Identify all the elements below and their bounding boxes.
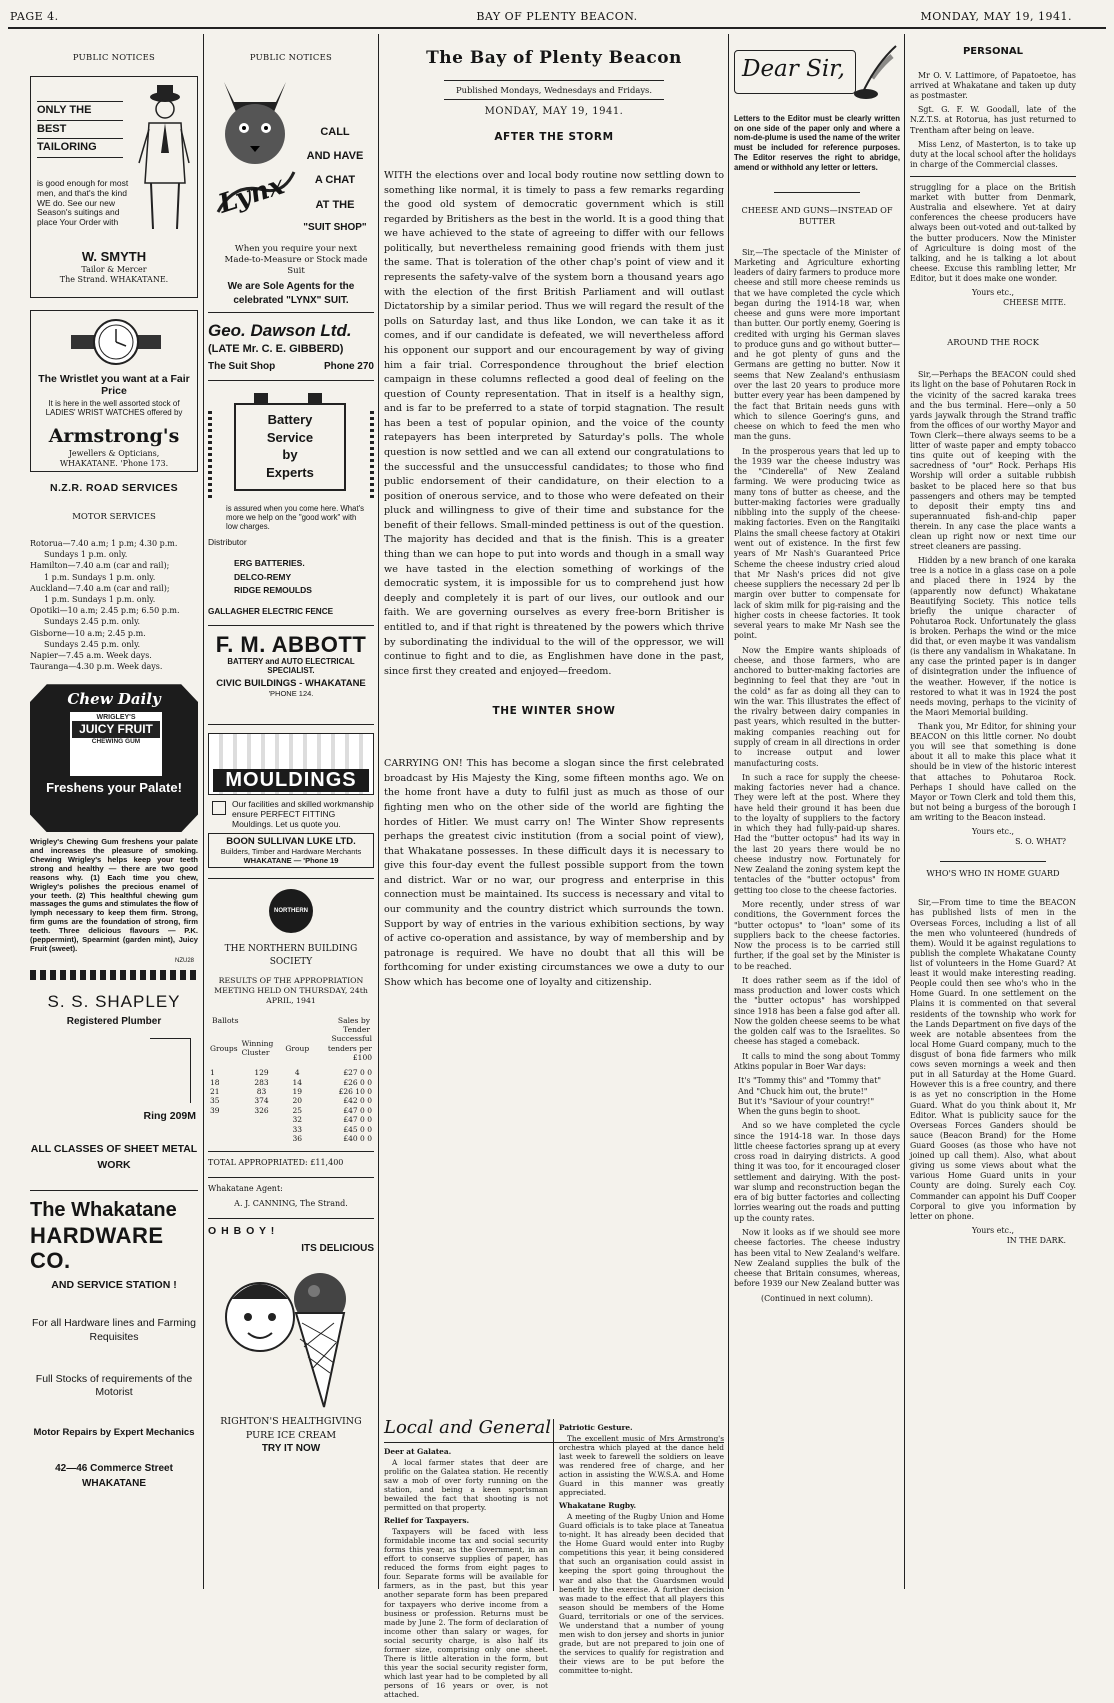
column-divider [203,34,204,1589]
table-cell: 374 [254,1096,269,1106]
paragraph: In such a race for supply the cheese-making factories never had a chance. They were left at the post. Where they have held their ground it has been due to the loyalty of suppliers to the factory in which they had fully-paid-up shares. Had the "butter octopus" had its way in the last 20 years there would be no cheese industry now. Fortunately for New Zealand the zoning system kept the tentacles of the "butter octopus" from getting too close to the cheese factories. [734,772,900,895]
battery-products [234,557,312,598]
paragraph: Sir,—From time to time the BEACON has published lists of men in the Overseas Forces, including a list of all the men who volunteered (hundreds of them). Would it be against regulations to publish the complete Whakatane County list of volunteers in the Home Guard? At least it would make interesting reading. People could then see who's who in the Home Guard. In one settlement on the Plains it is commented on that several residents of the township who work for the Lands Department on five days of the week are notable absentees from the local Home Guard company, much to the disgust of bona fide farmers who milk cows seven mornings a week and then put in all Saturday at the Home Guard. However this is a free country, and there is as yet no conscription in the Home Guard. What do you think about it, Mr Editor. What is publicity sauce for the Overseas Forces Ganders should be sauce (Beacon Brand) for the Home Guard Gooses (as those who have not joined up call them). Also, what about giving us some views about what the various Home Guard units in your County are doing. Surely each Coy. Commander can appoint his Duff Cooper Corporal to give you information by letter on phone. [910,898,1076,1221]
paragraph: Now it looks as if we should see more cheese factories. The cheese industry has been vital to New Zealand's welfare. New Zealand supplies the bulk of the cheese that Britain consumes, whereas, before 1939 our New Zealand butter was [734,1227,900,1289]
armstrong-watches-ad [30,310,198,472]
table-cell [208,1125,240,1134]
battery-edge-pattern [208,411,212,499]
armstrong-headline: The Wristlet you want at a Fair Price [38,373,190,398]
table-cell: 283 [254,1077,269,1087]
issue-date: MONDAY, MAY 19, 1941. [920,10,1072,23]
table-cell: 129 [254,1068,269,1078]
letters-notice: Letters to the Editor must be clearly written on one side of the paper only and where a nom-de-plume is used the name of the writer must be included for reference purposes. The Editor reserves the right to abridge, amend or withhold any letter or letters. [734,114,900,172]
abbott-name: F. M. ABBOTT [215,632,367,657]
abbott-phone: 'PHONE 124. [268,688,314,698]
smyth-body: is good enough for most men, and that's the kind WE do. See our new Season's suitings and place Your Order with [37,178,129,228]
ads-column-second [208,52,374,1592]
article-body: WITH the elections over and local body routine now settling down to something like normal, it is timely to pass a few remarks regarding the good old system of democratic government which is still regarded by Britishers as the best in the world. It is a good thing that we have achieved to the state of agreeing to differ with our fellows politically, but nevertheless remaining good friends with them just the same. That is toleration of the other chap's point of view and it represents the safety-valve of the system born a thousand years ago with the election of the first British Parliament and will outlast Dictatorship by a similar period. Thus we will regard the result of the polls on Saturday last, and thus like London, we can take it as it comes, and if our candidate is defeated, we will nevertheless afford his opponent our support and our encouragement by way of giving him a fair trial. Correspondence throughout the brief election campaign in these columns reflected a good deal of feeling on the question of County representation. That in itself is a healthy sign, and is far to be preferred to a state of torpid stagnation. The result has been a test of popular opinion, and the voice of the county ratepayers has been interpreted by Saturday's polls. The whole question is now settled and we can all extend our congratulations to the successful and the unsuccessful candidates; to those who find public endorsement of their candidature, on their election to a position of onerous service, and to those who were defeated on their pluck and willingness to give of their time and substance for the benefit of their fellows. Small-minded pettiness is out of the question. The majority has decided and that is the finish. This is a greater thing than we can hope to put into words and though in a small way we have tasted in the election something of workings of the democratic system, it is impossible for us to comprehend just how deeply and completely it is part of our lives, our outlook and our faith. We are governing ourselves as every free-born Britisher is entitled to, and if that right is threatened by the powers which thrive by subordinating the individual to the will of the oppressor, we will continue to fight and to die, as Englishmen have done in the past, since first they created and enjoyed—freedom. [384,170,724,677]
table-cell: 83 [256,1087,267,1096]
smyth-address: The Strand. WHAKATANE. [59,275,169,284]
column-divider [378,34,379,1589]
ballots-label: Ballots [212,1016,239,1026]
battery-service-ad [208,380,374,619]
signoff: Yours etc., [972,288,1014,298]
nzr-line: Tauranga—4.30 p.m. Week days. [30,662,163,672]
column-divider [904,34,905,1589]
nzr-line: Sundays 1 p.m. only. [44,550,128,560]
table-cell: 35 [210,1096,220,1106]
item-body: Taxpayers will be faced with less formidable income tax and social security forms this year, as the Government, in an effort to conserve supplies of paper, has reduced the forms from eight pages to four. Separate forms will be available for farmers, as in the past, but this year another separate form has been prepared for taxpayers who derive income from a business or profession. Returns must be made by June 2. The form of declaration of income other than salary or wages, for social security charge, is also half its former size, comprising only one sheet. There is little alteration in the form, but this year the social security register form, which last year had to be completed by all persons of 16 years or over, is not attached. [384,1527,548,1699]
table-cell: 326 [254,1105,269,1115]
boon-sullivan-box [208,833,374,868]
zigzag-border [30,970,198,980]
northern-col-heads [208,1016,374,1034]
nzr-title: N.Z.R. ROAD SERVICES [50,482,178,494]
smyth-subtitle: Tailor & Mercer [81,265,147,274]
quill-inkwell-icon [852,44,898,100]
wrigleys-code: NZU28 [174,958,194,965]
signature: S. O. WHAT? [1015,837,1066,847]
gum-product: JUICY FRUIT [72,721,160,738]
continued-note: (Continued in next column). [761,1293,873,1303]
item-title: Whakatane Rugby. [559,1501,637,1511]
dawson-name: Geo. Dawson Ltd. [208,321,352,340]
dawson-shop-row [208,361,374,372]
battery-body: is assured when you come here. What's more we help on the "good work" with low charges. [226,504,364,531]
lynx-logo: Lynx [215,170,288,220]
personal-heading: PERSONAL [962,46,1024,57]
article-title-after-the-storm: AFTER THE STORM [494,131,614,143]
paragraph: More recently, under stress of war conditions, the Government forces the "butter octopus" to "loan" some of its suppliers back to the cheese factories. Now the process is to be carried still further, if the goal set by the Minister is to be reached. [734,900,900,971]
abbott-ad [208,625,374,698]
masthead-rule [8,27,1106,29]
article-after-the-storm [384,169,724,679]
paragraph: And so we have completed the cycle since the 1914-18 war. In those days little cheese factories sprang up at every cross road in dairying districts. A good thing it was too, for it encouraged closer settlement and dairying. With the post-war slump and reconstruction began the era of big butter factories and collecting lorries wearing out the roads and putting up the county rates. [734,1121,900,1223]
mouldings-body [208,799,374,830]
shapley-pipe-graphic [150,1038,191,1103]
table-cell: £45 0 0 [343,1124,372,1134]
paragraph: Thank you, Mr Editor, for shining your BEACON on this little corner. No doubt you will see that something is done about it all to make this place what it should be in view of the historic interest that attaches to Pohutaroa Rock. Perhaps I should have called on the Mayor or Town Clerk and told them this, but not being a burgess of the borough I am writing to the Beacon instead. [910,722,1076,822]
battery-line-4: Experts [266,464,314,480]
letter-title-home-guard: WHO'S WHO IN HOME GUARD [926,868,1060,879]
battery-line-2: Service [266,429,314,445]
song-line: When the guns begin to shoot. [738,1107,861,1117]
boon-address: WHAKATANE — 'Phone 19 [243,856,339,866]
battery-edge-pattern [370,411,374,499]
lynx-suit-ad [208,72,374,312]
table-header: Winning Cluster [241,1038,274,1058]
nzr-line: Auckland—7.40 a.m (car and rail); [30,583,170,593]
table-cell [208,1134,240,1143]
letter-around-the-rock [910,370,1076,847]
ice-cream-line-2: PURE ICE CREAM [245,1429,337,1441]
battery-line-3: by [282,447,298,463]
paper-title: BAY OF PLENTY BEACON. [476,10,638,23]
lynx-call-line: "SUIT SHOP" [303,221,367,233]
page-number: PAGE 4. [10,10,59,23]
table-cell: £26 10 0 [338,1087,372,1096]
wrigleys-gum-ad [30,684,198,982]
item-title: Relief for Taxpayers. [384,1516,470,1526]
battery-product: ERG BATTERIES. [234,558,305,568]
lynx-call-line: AT THE [315,198,355,211]
table-cell: 19 [292,1087,303,1096]
table-header: Group [285,1043,310,1053]
battery-product: RIDGE REMOULDS [234,585,312,596]
table-cell: 25 [292,1105,303,1115]
gum-brand: WRIGLEY'S [96,714,136,722]
rule [910,176,1076,177]
table-cell: 4 [294,1068,300,1078]
paragraph: It calls to mind the song about Tommy Atkins popular in Boer War days: [734,1051,900,1071]
table-row [208,1096,374,1105]
battery-line-1: Battery [267,412,313,427]
table-cell: 39 [210,1105,220,1115]
nzr-line: Rotorua—7.40 a.m; 1 p.m; 4.30 p.m. [30,539,178,548]
item-title: Patriotic Gesture. [559,1423,633,1432]
hardware-line-2: Full Stocks of requirements of the Motorist [35,1372,193,1399]
hardware-line-1: For all Hardware lines and Farming Requisites [32,1317,196,1344]
lynx-agents: We are Sole Agents for the celebrated "LYNX" SUIT. [227,281,355,306]
lynx-call-line: A CHAT [314,174,356,187]
nzr-line: Sundays 2.45 p.m. only. [44,617,141,627]
armstrong-name: Armstrong's [48,425,180,447]
northern-results: RESULTS OF THE APPROPRIATION MEETING HELD ON THURSDAY, 24th APRIL, 1941 [214,975,368,1005]
smyth-name: W. SMYTH [81,249,147,264]
editorial-date: MONDAY, MAY 19, 1941. [484,106,624,117]
table-cell: 20 [292,1096,303,1106]
mouldings-body-text: Our facilities and skilled workmanship ensure PERFECT FITTING Mouldings. Let us quote you. [232,798,374,830]
nzr-timetable [30,538,198,672]
dawson-phone: Phone 270 [323,361,374,372]
personal-item: Miss Lenz, of Masterton, is to take up duty at the local school after the holidays in charge of the Commercial classes. [910,139,1076,169]
signoff: Yours etc., [972,827,1014,837]
table-row [208,1068,374,1077]
northern-building-society [208,878,374,1208]
armstrong-subtitle: Jewellers & Opticians, [68,449,160,458]
song-line: But it's "Saviour of your country!" [738,1096,875,1106]
battery-graphic [234,403,346,491]
letter-home-guard [910,898,1076,1246]
table-cell: £26 0 0 [343,1077,372,1087]
battery-product: DELCO-REMY [234,571,292,582]
northern-agent-label: Whakatane Agent: [208,1177,374,1193]
nzr-line: Hamilton—7.40 a.m (car and rail); [30,561,170,571]
item-body: The excellent music of Mrs Armstrong's orchestra which played at the dance held last week to farewell the soldiers on leave was rendered free of charge, and her action in assisting the W.W.S.A. and Home Guard in this manner was greatly appreciated. [559,1434,724,1498]
table-cell: £27 0 0 [343,1068,372,1078]
paragraph: Sir,—Perhaps the BEACON could shed its light on the base of Pohutaren Rock in the vicinity of the sacred karaka trees and the bus terminal. Here—only a 50 yards jaywalk through the Strand traffic from the offices of our worthy Mayor and Town Clerk—there always seems to be a litter of waste paper and empty tobacco tins quite out of keeping with the sacredness of "our" Rock. Perhaps His Worship will order a suitable rubbish basket to be placed here so that bus passengers and others may be tempted to deposit their empty tins and superannuated fish-and-chip paper therein. In any case the place wants a clean up right now or next time our street cleaners are passing. [910,370,1076,552]
dawson-subtitle: (LATE Mr. C. E. GIBBERD) [208,343,344,355]
battery-terminal [254,393,268,403]
rule [940,861,1046,862]
dear-sir-script: Dear Sir, [742,56,845,82]
local-heading: Local and General [384,1417,552,1438]
signature: IN THE DARK. [1006,1235,1066,1245]
song-verse [738,1076,900,1117]
paragraph: Now the Empire wants shiploads of cheese, and those farmers, who are anchored to butter-making factories are beginning to feel that they are "out in the cold" as far as doing all they can to win the war. This illustrates the effect of the rivalry between dairy companies in past years, which resulted in the butter-making companies reaching out for supply of cream in all directions in order to increase output and lower manufacturing costs. [734,645,900,768]
rule [774,192,860,193]
dawson-ad [208,312,374,372]
table-cell: 33 [292,1124,303,1134]
public-notices-heading: PUBLIC NOTICES [72,52,156,62]
letter-title-cheese: CHEESE AND GUNS—INSTEAD OF BUTTER [741,205,893,227]
editorial-published: Published Mondays, Wednesdays and Fridays. [444,80,664,100]
gum-pack [70,712,162,776]
appropriation-table [208,1034,374,1143]
hardware-title-2: HARDWARE CO. [30,1222,164,1274]
nzr-line: Napier—7.45 a.m. Week days. [30,650,152,660]
nzr-line: Gisborne—10 a.m; 2.45 p.m. [30,628,146,638]
table-row [208,1078,374,1087]
dear-sir-banner [734,44,900,102]
nzr-line: Opotiki—10 a.m; 2.45 p.m; 6.50 p.m. [30,606,180,616]
shapley-plumber-ad [30,992,198,1180]
shapley-name: S. S. SHAPLEY [47,992,181,1012]
public-notices-heading: PUBLIC NOTICES [249,52,333,62]
table-row [208,1106,374,1115]
ice-cream-tagline: ITS DELICIOUS [301,1243,374,1255]
ice-cream-line-1: RIGHTON'S HEALTHGIVING [220,1416,362,1428]
tailor-figure-illustration [131,83,193,233]
northern-total: TOTAL APPROPRIATED: £11,400 [208,1151,374,1167]
hardware-title-1: The Whakatane [30,1199,177,1222]
abbott-line-2: CIVIC BUILDINGS - WHAKATANE [216,677,366,689]
table-cell: £47 0 0 [343,1115,372,1125]
signoff: Yours etc., [972,1225,1014,1235]
editorial-nameplate: The Bay of Plenty Beacon [426,48,682,68]
boon-name: BOON SULLIVAN LUKE LTD. [226,836,356,848]
northern-title: THE NORTHERN BUILDING SOCIETY [224,944,358,967]
table-cell: £40 0 0 [343,1133,372,1143]
table-cell: 14 [292,1077,303,1087]
personal-item: Mr O. V. Lattimore, of Papatoetoe, has arrived at Whakatane and taken up duty as postmaster. [910,71,1076,101]
table-cell: £47 0 0 [343,1105,372,1115]
letter-title-rock: AROUND THE ROCK [947,338,1039,349]
dawson-shop: The Suit Shop [208,361,276,372]
lynx-call-text [296,120,374,239]
hardware-service: AND SERVICE STATION ! [51,1279,177,1292]
table-cell [208,1115,240,1124]
right-column [910,34,1076,1589]
ice-cream-illustration [216,1259,366,1409]
letters-column [734,34,900,1589]
smyth-tailor-ad [30,76,198,298]
ice-cream-line-3: TRY IT NOW [261,1442,321,1454]
battery-distributor: Distributor [208,537,247,547]
ice-cream-text [208,1415,374,1456]
northern-badge-icon [269,889,313,933]
table-cell: 36 [292,1133,303,1143]
personal-items [910,71,1076,170]
battery-product: GALLAGHER ELECTRIC FENCE [208,607,334,616]
ads-column-left [30,52,198,1592]
item-title: Deer at Galatea. [384,1447,452,1456]
smyth-line-1: ONLY THE [37,101,123,121]
hardware-line-3: Motor Repairs by Expert Mechanics [33,1427,195,1438]
wrigleys-script: Chew Daily [67,690,161,709]
local-divider [553,1419,554,1591]
table-cell: 32 [292,1115,303,1125]
armstrong-address: WHAKATANE. 'Phone 173. [59,459,169,468]
hardware-address: 42—46 Commerce Street [55,1463,173,1475]
local-and-general [384,1417,724,1699]
wrigleys-body: Wrigley's Chewing Gum freshens your palate and increases the pleasure of smoking. Chewing Wrigley's helps keep your teeth strong and healthy — there are two good reasons why. (1) Each time you chew, Wrigley's polishes the precious enamel of your teeth. (2) This healthful chewing gum massages the gums and stimulates the flow of lymph necessary to keep them firm. Strong, firm gums are the foundation of strong, firm teeth. Three delicious flavours — P.K. (peppermint), Spearmint (garden mint), Juicy Fruit (sweet). [30,837,198,953]
column-divider [728,34,729,1589]
lynx-call-line: CALL [320,126,350,138]
table-header: Groups [210,1043,238,1053]
smyth-line-2: BEST [37,121,123,140]
nzr-line: Sundays 2.45 p.m. only. [44,639,141,649]
table-header-row [208,1034,374,1062]
letter-cheese-continued [910,183,1076,308]
table-cell [240,1115,284,1124]
nzr-line: 1 p.m. Sundays 1 p.m. only. [44,572,156,582]
table-row [208,1115,374,1124]
table-cell: 1 [210,1068,215,1078]
mouldings-title: MOULDINGS [213,769,369,792]
table-cell: £42 0 0 [343,1096,372,1106]
paragraph: struggling for a place on the British market with butter from Denmark, Australia and elsewhere. Yet at dairy conferences the cheese producers have always been out-voted and out-talked by the butter producers. Now the Minister of Agriculture is doing most of the talking, and he is talking a lot about cheese. Excuse this rambling letter, Mr Editor, but it does make one wonder. [910,182,1076,283]
paragraph: Sir,—The spectacle of the Minister of Marketing and Agriculture exhorting leaders of dairy farmers to produce more cheese and still more cheese reminds us that we have completed the cycle which began during the 1914-18 war, when cheese and guns were more important than butter. Our portly enemy, Goering is credited with urging his German slaves to produce guns and go without butter—and he got plenty of guns and the Germans are getting no butter. Now it seems that New Zealand's enthusiasm over the last 20 years to produce more butter every year has been dampened by the fact that Britain needs guns with which to silence Goering's guns, and cheese on which to feed the men who man the guns. [734,247,900,442]
shapley-classes: ALL CLASSES OF SHEET METAL WORK [30,1143,198,1171]
signature: CHEESE MITE. [1003,298,1066,308]
table-cell [240,1125,284,1134]
article-body: CARRYING ON! This has become a slogan since the first celebrated broadcast by His Majesty the King, some fifteen months ago. We on the home front have a duty to fulfil just as much as those of our fighting men who on the other side of the world are fighting the hordes of Hitler. We must carry on! The Winter Show represents perhaps the greatest civic institution (from a social point of view), that Whakatane possesses. In these difficult days it is necessary to give this four-day event the fullest possible support from the town and district. War or no war, our progress and enterprise in this connection must be maintained. Its success is necessary and vital to our community and the country district which surrounds the town. Support by way of entries in the various exhibition sections, by way of active co-operation and assistance, by way of membership and by patronage is required. We have no doubt that all this will be forthcoming for under existing circumstances we owe a duty to our Show which has become one of loyalty and citizenship. [384,758,724,988]
paragraph: In the prosperous years that led up to the 1939 war the cheese industry was the "Cinderella" of New Zealand farming. We were producing twice as many tons of butter as cheese, and the butter-making factories were gradually nibbling into the supply of the cheese-making factories. Even on the Rangitaiki Plains the small cheese factory at Otakiri went out of existence. In the first few years of Mr Nash's Guaranteed Price Scheme the cheese industry cried aloud that Mr Nash's prices did not give cheese suppliers the necessary 2d per lb margin over butter to compensate for lack of skim milk for pig-raising and the higher costs in cheese factories. It took several years to make Mr Nash see the point. [734,446,900,641]
table-row [208,1125,374,1134]
table-cell: 21 [210,1087,220,1096]
northern-agent: A. J. CANNING, The Strand. [234,1199,348,1209]
paragraph: Hidden by a new branch of one karaka tree is a notice in a glass case on a pole and placed there in 1924 by the (apparently now defunct) Whakatane Beautifying Society. This notice tells briefly the unique character of Pohutaroa Rock. Unfortunately the glass is broken. Perhaps the wind or the mice did that, or even maybe it was vandalism (is there any vandalism in Whakatane. In any case the printed paper is in danger of disintegration under the influence of the weather. However, if the notice is restored to what it was in 1924 the post needs moving, perhaps to the vicinity of the Maori Memorial building. [910,556,1076,717]
table-header: Successful tenders per £100 [327,1034,372,1062]
item-body: A local farmer states that deer are prolific on the Galatea station. He recently saw a mob of over forty running on the station, and being a keen sportsman bewailed the fact that shooting is not permitted on that property. [384,1458,548,1513]
letter-cheese-and-guns [734,248,900,1304]
hardware-co-ad [30,1190,198,1489]
article-winter-show [384,757,724,990]
hardware-town: WHAKATANE [81,1478,147,1490]
article-title-winter-show: THE WINTER SHOW [492,705,616,718]
boon-subtitle: Builders, Timber and Hardware Merchants [220,847,362,857]
wrigleys-tagline: Freshens your Palate! [46,780,182,796]
mouldings-bullet-icon [212,801,226,815]
nzr-line: 1 p.m. Sundays 1 p.m. only. [44,594,156,604]
abbott-line-1: BATTERY and AUTO ELECTRICAL SPECIALIST. [227,657,355,675]
nzr-road-services [30,482,198,672]
local-left-col [384,1447,548,1703]
editorial-column [384,34,724,1699]
shapley-phone: Ring 209M [143,1110,196,1123]
mouldings-ad [208,724,374,869]
local-right-col [559,1423,724,1679]
song-line: It's "Tommy this" and "Tommy that" [738,1076,882,1086]
lynx-body: When you require your next Made-to-Measure or Stock made Suit [224,244,368,277]
lynx-call-line: AND HAVE [306,150,364,163]
personal-item: Sgt. G. F. W. Goodall, late of the N.Z.T.S. at Rotorua, has just returned to Trentham after being on leave. [910,105,1076,135]
table-row [208,1087,374,1096]
mouldings-graphic [208,733,374,795]
nzr-subtitle: MOTOR SERVICES [72,512,156,522]
sales-label: Sales by Tender [337,1016,370,1035]
ice-cream-ohboy: O H B O Y ! [208,1225,276,1238]
paragraph: It does rather seem as if the idol of mass production and lower costs which the "butter octopus" has worshipped since 1918 has been a false god after all. Now the golden cheese seems to be what the golden calf was to the Israelites. So cheese has staged a comeback. [734,975,900,1047]
rightons-ice-cream-ad [208,1218,374,1459]
table-cell [240,1134,284,1143]
wristwatch-icon [71,317,161,369]
northern-badge-text: NORTHERN [274,908,308,915]
smyth-line-3: TAILORING [37,139,123,158]
gum-type: CHEWING GUM [91,738,141,746]
item-body: A meeting of the Rugby Union and Home Guard officials is to take place at Taneatua to-night. It has already been decided that the Home Guard would enter into Rugby competitions this year, it being considered that such an organisation could assist in keeping the sport going throughout the war and also that the Guardsmen would benefit by the exercise. A further decision was made to the effect that all players this season should be members of the Home Guard, territorials or one of the services. We understand that a number of young men wish to don jersey and shorts in junior grade, but are not prepared to join one of the services to qualify for registration and their views are to be put before the committee to-night. [559,1512,724,1675]
shapley-subtitle: Registered Plumber [66,1016,162,1028]
table-row [208,1134,374,1143]
song-line: And "Chuck him out, the brute!" [738,1086,868,1096]
armstrong-body: It is here in the well assorted stock of LADIES' WRIST WATCHES offered by [45,399,183,418]
battery-terminal [308,393,322,403]
table-cell: 18 [210,1077,220,1087]
